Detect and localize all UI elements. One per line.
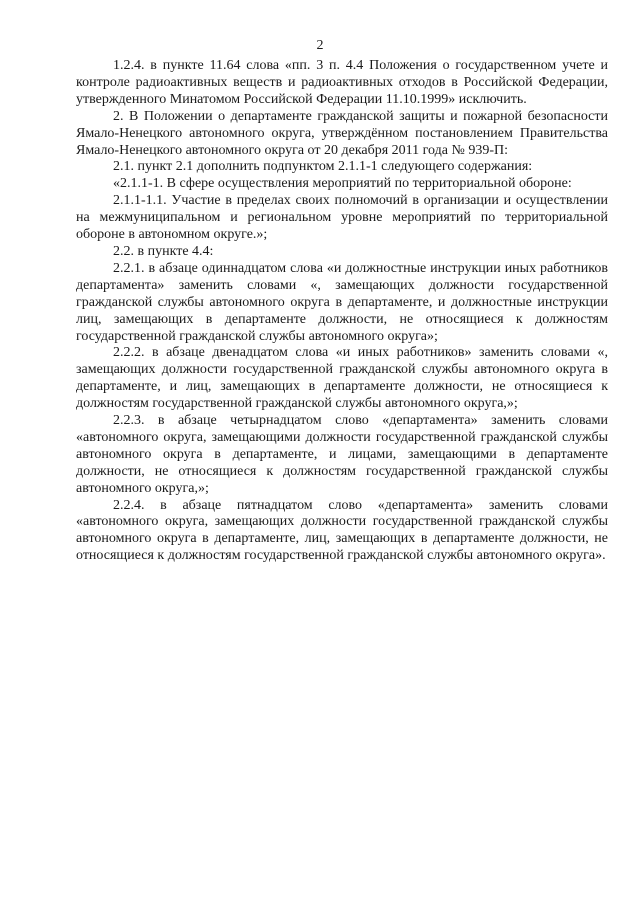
paragraph-2-2: 2.2. в пункте 4.4: — [113, 243, 214, 259]
paragraph-2-2-3: 2.2.3. в абзаце четырнадцатом слово «департамента» заменить словами «автономного округа, замещающими должности государственной гражданской службы автономного округа в департаменте, и лицами, замещающими в департаменте должности, не относящиеся к должностям государственной гражданской службы автономного округа,»; — [76, 413, 608, 496]
page-number: 2 — [316, 38, 324, 53]
paragraph-2: 2. В Положении о департаменте гражданской защиты и пожарной безопасности Ямало-Ненецкого автономного округа, утверждённом постановлением Правительства Ямало-Ненецкого автономного округа от 20 декабря 2011 года № 939-П: — [76, 108, 608, 158]
paragraph-2-1: 2.1. пункт 2.1 дополнить подпунктом 2.1.1-1 следующего содержания: — [113, 159, 533, 175]
paragraph-1-2-4: 1.2.4. в пункте 11.64 слова «пп. 3 п. 4.4 Положения о государственном учете и контроле радиоактивных веществ и радиоактивных отходов в Российской Федерации, утвержденного Минатомом Российской Федерации 11.10.1999» исключить. — [76, 58, 608, 107]
paragraph-2-2-4: 2.2.4. в абзаце пятнадцатом слово «департамента» заменить словами «автономного округа, замещающих должности государственной гражданской службы автономного округа в департаменте, лиц, замещающих в департаменте должности, не относящиеся к должностям государственной гражданской службы автономного округа». — [76, 497, 608, 564]
paragraph-2-2-2: 2.2.2. в абзаце двенадцатом слова «и иных работников» заменить словами «, замещающих должности государственной гражданской службы автономного округа в департаменте, и лиц, замещающих в департаменте должности, не относящиеся к должностям государственной гражданской службы автономного округа,»; — [76, 345, 608, 412]
paragraph-2-2-1: 2.2.1. в абзаце одиннадцатом слова «и должностные инструкции иных работников департамента» заменить словами «, замещающих должности государственной гражданской службы автономного округа в департаменте, и должностные инструкции лиц, замещающих в департаменте должности, не относящиеся к должностям государственной гражданской службы автономного округа»; — [76, 260, 608, 344]
paragraph-2-1-1-1-1: 2.1.1-1.1. Участие в пределах своих полномочий в организации и осуществлении на межмуниципальном и региональном уровне мероприятий по территориальной обороне в автономном округе.»; — [76, 193, 608, 243]
paragraph-2-1-1-1: «2.1.1-1. В сфере осуществления мероприятий по территориальной обороне: — [113, 176, 572, 192]
document-body — [76, 58, 608, 565]
